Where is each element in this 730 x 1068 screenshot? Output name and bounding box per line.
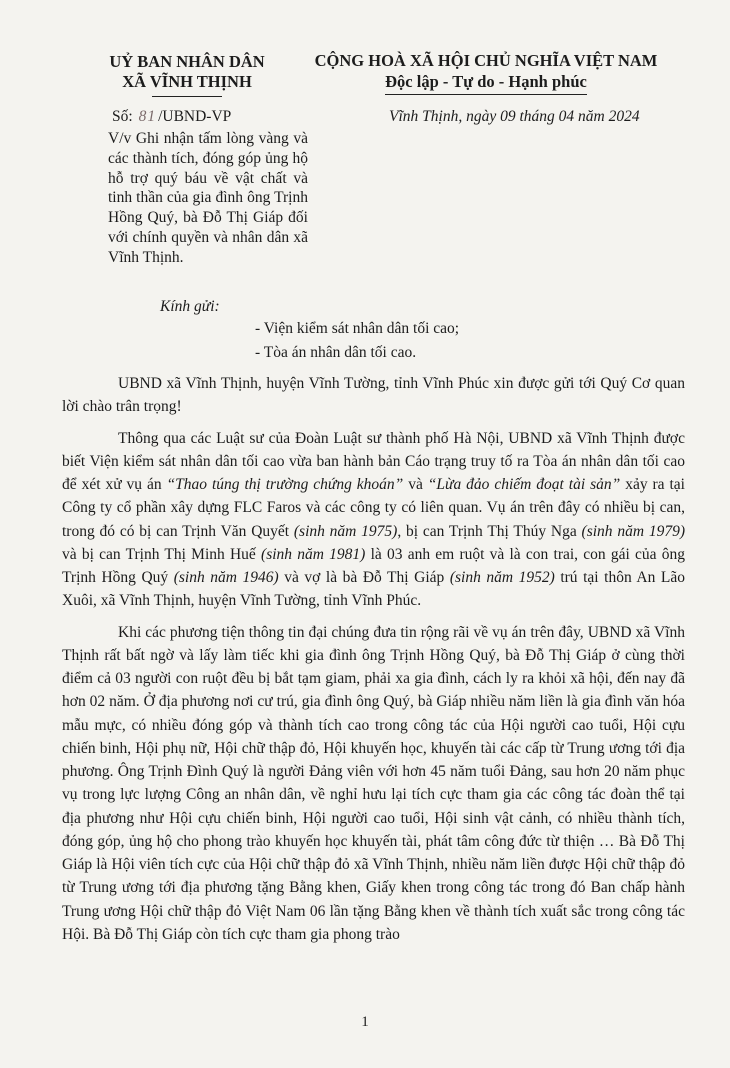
case-name-italic: “Lừa đảo chiếm đoạt tài sản” <box>427 476 621 493</box>
case-name-italic: “Thao túng thị trường chứng khoán” <box>166 476 404 493</box>
doc-number-suffix: /UBND-VP <box>158 108 232 125</box>
doc-number-handwritten: 81 <box>138 108 157 125</box>
body-paragraph-2: Thông qua các Luật sư của Đoàn Luật sư thành phố Hà Nội, UBND xã Vĩnh Thịnh được biết Viện kiểm sát nhân dân tối cao vừa ban hành bản Cáo trạng truy tố ra Tòa án nhân dân tối cao để xét xử vụ án “Thao túng thị trường chứng khoán” và “Lừa đảo chiếm đoạt tài sản” xảy ra tại Công ty cổ phần xây dựng FLC Faros và các công ty có liên quan. Vụ án trên đây có nhiều bị can, trong đó có bị can Trịnh Văn Quyết (sinh năm 1975), bị can Trịnh Thị Thúy Nga (sinh năm 1979) và bị can Trịnh Thị Minh Huế (sinh năm 1981) là 03 anh em ruột và là con trai, con gái của ông Trịnh Hồng Quý (sinh năm 1946) và vợ là bà Đỗ Thị Giáp (sinh năm 1952) trú tại thôn An Lão Xuôi, xã Vĩnh Thịnh, huyện Vĩnh Tường, tỉnh Vĩnh Phúc. <box>62 429 686 610</box>
body-paragraph-1: UBND xã Vĩnh Thịnh, huyện Vĩnh Tường, tỉnh Vĩnh Phúc xin được gửi tới Quý Cơ quan lời chào trân trọng! <box>62 375 685 416</box>
body-paragraph-3: Khi các phương tiện thông tin đại chúng đưa tin rộng rãi về vụ án trên đây, UBND xã Vĩnh Thịnh rất bất ngờ và lấy làm tiếc khi gia đình ông Trịnh Hồng Quý, bà Đỗ Thị Giáp ở cùng thời điểm cả 03 người con ruột đều bị bắt tạm giam, phải xa gia đình, cách ly ra khỏi xã hội, đến nay đã hơn 02 năm. Ở địa phương nơi cư trú, gia đình ông Quý, bà Giáp nhiều năm liền là gia đình văn hóa mẫu mực, có nhiều đóng góp và thành tích cao trong công tác của Hội người cao tuổi, Hội cựu chiến binh, Hội phụ nữ, Hội chữ thập đỏ, Hội khuyến học, khuyến tài các cấp từ Trung ương tới địa phương. Ông Trịnh Đình Quý là người Đảng viên với hơn 45 năm tuổi Đảng, sau hơn 20 năm phục vụ trong lực lượng Công an nhân dân, về nghỉ hưu lại tích cực tham gia các công tác đoàn thể tại địa phương như Hội cựu chiến binh, Hội người cao tuổi, Hội sinh vật cảnh, có nhiều thành tích, đóng góp, ủng hộ cho phong trào khuyến học khuyến tài, phát tâm công đức từ thiện … Bà Đỗ Thị Giáp là Hội viên tích cực của Hội chữ thập đỏ xã Vĩnh Thịnh, nhiều năm liền được Hội chữ thập đỏ từ Trung ương tới địa phương tặng Bằng khen, Giấy khen trong công tác trong đó Ban chấp hành Trung ương Hội chữ thập đỏ Việt Nam 06 lần tặng Bằng khen về thành tích xuất sắc trong công tác Hội. Bà Đỗ Thị Giáp còn tích cực tham gia phong trào <box>62 623 685 943</box>
republic-name: CỘNG HOÀ XÃ HỘI CHỦ NGHĨA VIỆT NAM <box>314 51 658 70</box>
letter-body <box>62 372 685 955</box>
issuing-agency <box>62 52 312 97</box>
issue-date: Vĩnh Thịnh, ngày 09 tháng 04 năm 2024 <box>389 108 640 125</box>
birth-year-italic: (sinh năm 1975) <box>293 522 398 540</box>
recipient-item: - Viện kiểm sát nhân dân tối cao; <box>255 320 460 337</box>
doc-number-prefix: Số: <box>112 108 133 125</box>
recipient-item: - Tòa án nhân dân tối cao. <box>255 344 417 361</box>
document-number <box>112 108 231 126</box>
national-title <box>296 50 676 95</box>
subject-line: V/v Ghi nhận tấm lòng vàng và các thành tích, đóng góp ủng hộ hỗ trợ quý báu về vật chất và tinh thần của gia đình ông Trịnh Hồng Quý, bà Đỗ Thị Giáp đối với chính quyền và nhân dân xã Vĩnh Thịnh. <box>108 130 308 266</box>
national-motto: Độc lập - Tự do - Hạnh phúc <box>385 71 587 95</box>
page-number: 1 <box>361 1014 369 1030</box>
agency-underline <box>152 96 222 97</box>
birth-year-italic: (sinh năm 1952) <box>449 569 555 586</box>
birth-year-italic: (sinh năm 1946) <box>173 569 279 586</box>
birth-year-italic: (sinh năm 1981) <box>261 545 366 563</box>
agency-line-2: XÃ VĨNH THỊNH <box>122 72 252 91</box>
birth-year-italic: (sinh năm 1979) <box>581 522 685 540</box>
agency-line-1: UỶ BAN NHÂN DÂN <box>109 52 265 71</box>
salutation: Kính gửi: <box>160 298 220 315</box>
